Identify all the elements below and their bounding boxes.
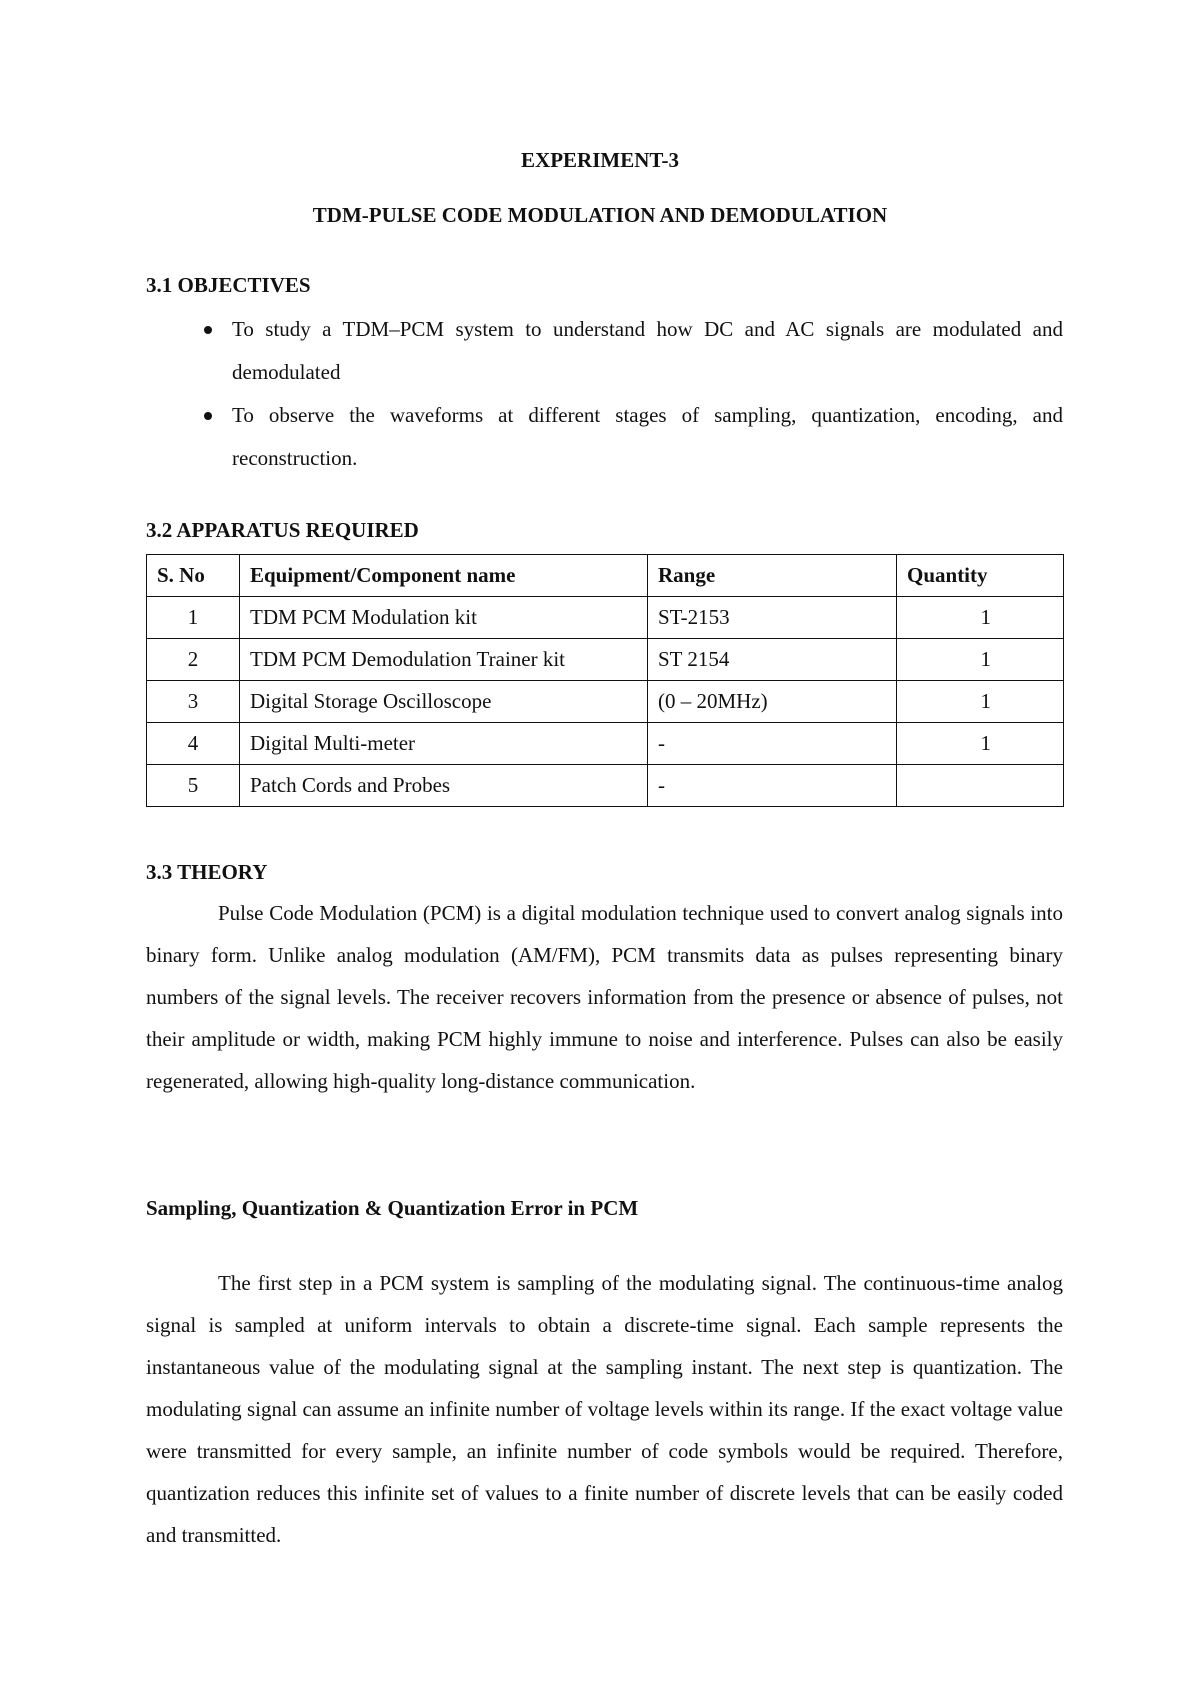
objective-item bbox=[232, 308, 1063, 394]
table-cell: TDM PCM Modulation kit bbox=[240, 597, 648, 639]
table-cell: 5 bbox=[147, 765, 240, 807]
table-cell: Patch Cords and Probes bbox=[240, 765, 648, 807]
table-row bbox=[147, 681, 1064, 723]
theory-heading: 3.3 THEORY bbox=[146, 860, 268, 884]
table-cell: 1 bbox=[897, 597, 1064, 639]
objective-item bbox=[232, 394, 1063, 480]
objectives-heading: 3.1 OBJECTIVES bbox=[146, 273, 311, 297]
table-cell: 1 bbox=[147, 597, 240, 639]
table-cell: ST 2154 bbox=[648, 639, 897, 681]
table-cell bbox=[897, 765, 1064, 807]
table-cell: - bbox=[648, 765, 897, 807]
table-cell: 2 bbox=[147, 639, 240, 681]
table-cell: TDM PCM Demodulation Trainer kit bbox=[240, 639, 648, 681]
column-header: Range bbox=[648, 555, 897, 597]
table-cell: Digital Storage Oscilloscope bbox=[240, 681, 648, 723]
table-cell: 4 bbox=[147, 723, 240, 765]
table-cell: (0 – 20MHz) bbox=[648, 681, 897, 723]
experiment-title: EXPERIMENT-3 bbox=[521, 148, 679, 172]
column-header: S. No bbox=[147, 555, 240, 597]
objective-text: To observe the waveforms at different stages of sampling, quantization, encoding, and reconstruction. bbox=[232, 403, 1063, 470]
objectives-list bbox=[232, 308, 1063, 480]
bullet-icon bbox=[204, 326, 212, 334]
table-cell: 1 bbox=[897, 681, 1064, 723]
sampling-heading: Sampling, Quantization & Quantization Error in PCM bbox=[146, 1196, 639, 1220]
sampling-paragraph: The first step in a PCM system is sampling of the modulating signal. The continuous-time analog signal is sampled at uniform intervals to obtain a discrete-time signal. Each sample represents the instantaneous value of the modulating signal at the sampling instant. The next step is quantization. The modulating signal can assume an infinite number of voltage levels within its range. If the exact voltage value were transmitted for every sample, an infinite number of code symbols would be required. Therefore, quantization reduces this infinite set of values to a finite number of discrete levels that can be easily coded and transmitted. bbox=[146, 1271, 1063, 1547]
table-row bbox=[147, 597, 1064, 639]
table-row bbox=[147, 765, 1064, 807]
table-cell: 3 bbox=[147, 681, 240, 723]
main-title: TDM-PULSE CODE MODULATION AND DEMODULATION bbox=[312, 203, 888, 227]
bullet-icon bbox=[204, 412, 212, 420]
apparatus-table bbox=[146, 554, 1064, 807]
column-header: Equipment/Component name bbox=[240, 555, 648, 597]
table-cell: 1 bbox=[897, 639, 1064, 681]
table-header-row bbox=[147, 555, 1064, 597]
column-header: Quantity bbox=[897, 555, 1064, 597]
table-cell: - bbox=[648, 723, 897, 765]
table-row bbox=[147, 723, 1064, 765]
table-cell: ST-2153 bbox=[648, 597, 897, 639]
objective-text: To study a TDM–PCM system to understand how DC and AC signals are modulated and demodulated bbox=[232, 317, 1063, 384]
table-row bbox=[147, 639, 1064, 681]
table-cell: 1 bbox=[897, 723, 1064, 765]
apparatus-heading: 3.2 APPARATUS REQUIRED bbox=[146, 518, 419, 542]
table-cell: Digital Multi-meter bbox=[240, 723, 648, 765]
theory-paragraph: Pulse Code Modulation (PCM) is a digital modulation technique used to convert analog signals into binary form. Unlike analog modulation (AM/FM), PCM transmits data as pulses representing binary numbers of the signal levels. The receiver recovers information from the presence or absence of pulses, not their amplitude or width, making PCM highly immune to noise and interference. Pulses can also be easily regenerated, allowing high-quality long-distance communication. bbox=[146, 901, 1063, 1093]
